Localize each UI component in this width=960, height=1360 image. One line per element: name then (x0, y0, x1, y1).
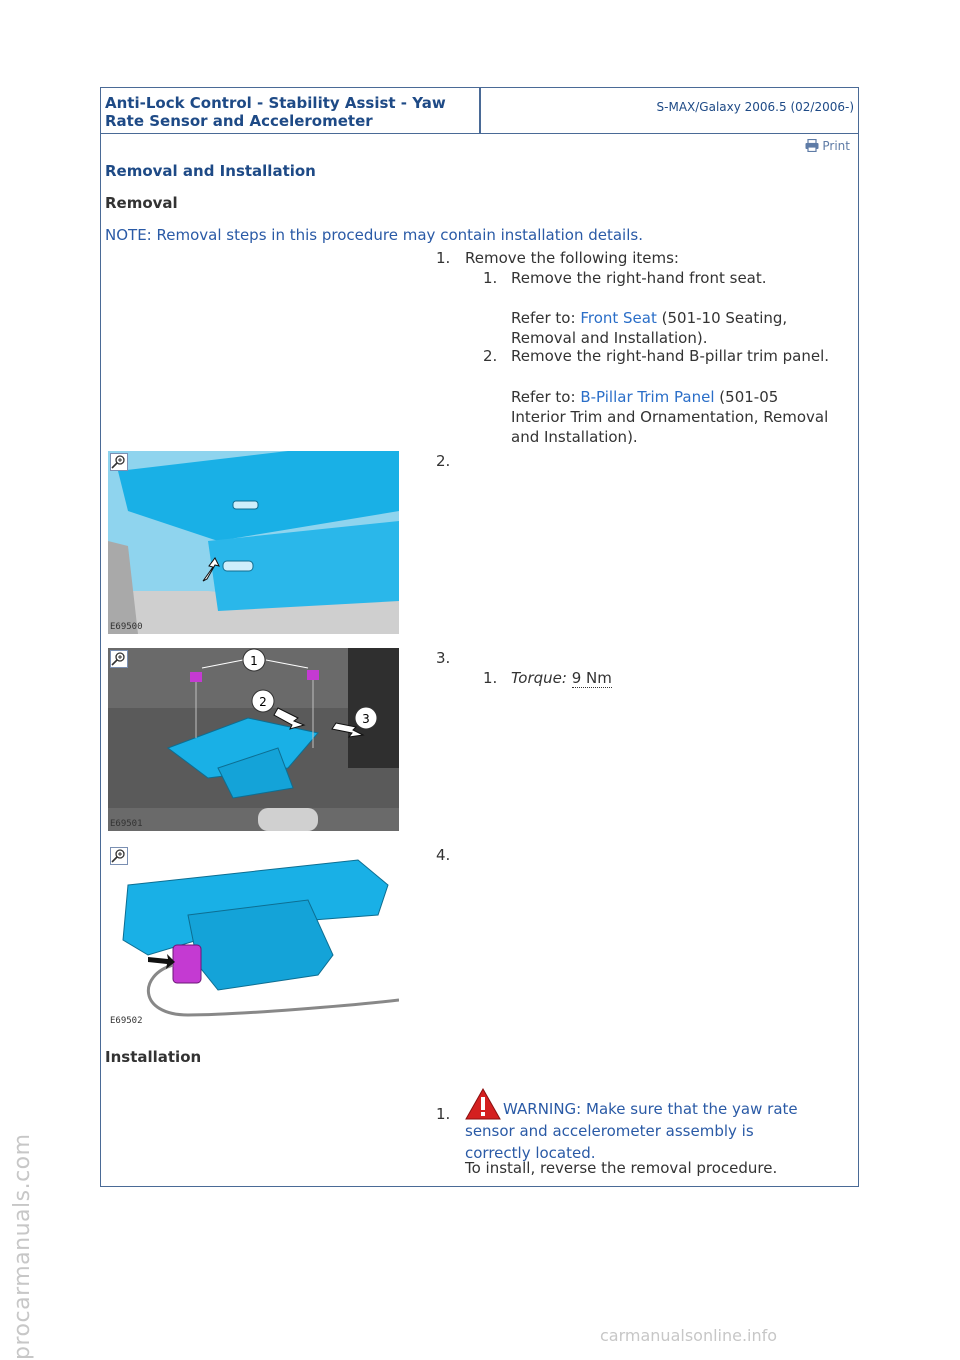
step-4-number: 4. (436, 846, 451, 864)
callout-2: 2 (259, 695, 267, 709)
figure-e69500-drawing (108, 451, 399, 634)
step-1-2-text: Remove the right-hand B-pillar trim panel. (511, 347, 830, 365)
figure-e69502[interactable] (108, 845, 399, 1028)
figure-id: E69500 (110, 622, 143, 632)
print-button[interactable] (805, 139, 850, 153)
zoom-in-icon[interactable] (110, 847, 128, 865)
b-pillar-trim-panel-link[interactable]: B-Pillar Trim Panel (580, 388, 715, 406)
refer-label: Refer to: (511, 309, 576, 327)
figure-id: E69501 (110, 819, 143, 829)
warning-line-3: correctly located. (465, 1144, 596, 1162)
procedure-frame (100, 87, 859, 1187)
ref-detail: (501-05 (719, 388, 779, 406)
step-1-2-number: 2. (483, 347, 498, 365)
ref-detail: (501-10 Seating, (661, 309, 788, 327)
step-1-number: 1. (436, 249, 451, 267)
printer-icon (805, 139, 819, 152)
section-title: Removal and Installation (105, 162, 316, 180)
warning-triangle-icon (465, 1088, 501, 1120)
title-line-2: Rate Sensor and Accelerometer (105, 112, 373, 130)
warning-line-2: sensor and accelerometer assembly is (465, 1122, 754, 1140)
step-3-number: 3. (436, 649, 451, 667)
step-1-2-ref-line-2: Interior Trim and Ornamentation, Removal (511, 408, 829, 426)
torque-spec (511, 668, 612, 688)
header-divider (479, 88, 481, 134)
figure-e69501[interactable] (108, 648, 399, 831)
callout-1: 1 (250, 654, 258, 668)
step-1-1-reference (511, 308, 787, 328)
bottom-watermark: carmanualsonline.info (600, 1326, 778, 1345)
figure-e69502-drawing (108, 845, 399, 1028)
step-1-1-text: Remove the right-hand front seat. (511, 269, 767, 287)
torque-value: 9 Nm (571, 669, 612, 687)
removal-note: NOTE: Removal steps in this procedure may contain installation details. (105, 226, 643, 244)
removal-heading: Removal (105, 194, 178, 212)
side-watermark: procarmanuals.com (10, 1133, 35, 1360)
zoom-in-icon[interactable] (110, 453, 128, 471)
warning-block (465, 1088, 850, 1164)
step-1-1-number: 1. (483, 269, 498, 287)
step-2-number: 2. (436, 452, 451, 470)
step-3-1-number: 1. (483, 669, 498, 687)
print-label: Print (822, 139, 850, 153)
install-step-1-number: 1. (436, 1105, 451, 1123)
refer-label: Refer to: (511, 388, 576, 406)
figure-e69501-drawing (108, 648, 399, 831)
figure-e69500[interactable] (108, 451, 399, 634)
step-1-text: Remove the following items: (465, 249, 679, 267)
zoom-in-icon[interactable] (110, 650, 128, 668)
step-1-2-ref-line-3: and Installation). (511, 428, 638, 446)
page-title (105, 94, 475, 130)
figure-id: E69502 (110, 1016, 143, 1026)
warning-line-1: WARNING: Make sure that the yaw rate (503, 1100, 798, 1118)
title-line-1: Anti-Lock Control - Stability Assist - Yaw (105, 94, 446, 112)
installation-heading: Installation (105, 1048, 202, 1066)
header (101, 88, 858, 134)
torque-label: Torque: (511, 669, 567, 687)
step-1-2-reference (511, 387, 778, 407)
install-step-1-text: To install, reverse the removal procedure. (465, 1159, 778, 1177)
callout-3: 3 (362, 712, 370, 726)
front-seat-link[interactable]: Front Seat (580, 309, 657, 327)
step-1-1-ref-line-2: Removal and Installation). (511, 329, 708, 347)
model-label: S-MAX/Galaxy 2006.5 (02/2006-) (656, 100, 854, 114)
